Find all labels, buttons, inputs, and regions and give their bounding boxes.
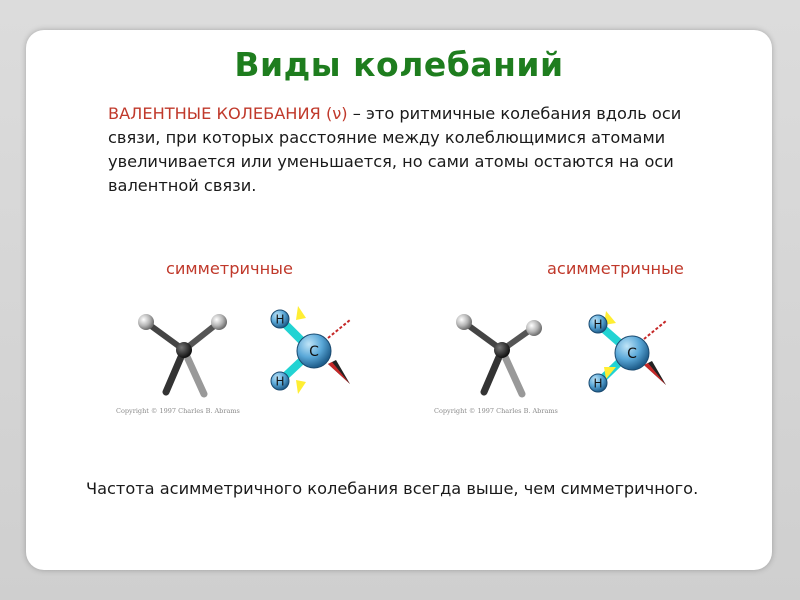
symmetric-vibration-diagram (258, 300, 368, 400)
copyright-asymmetric: Copyright © 1997 Charles B. Abrams (434, 407, 558, 415)
c-atom-ball (176, 342, 192, 358)
h-atom-ball (526, 320, 542, 336)
displacement-arrow (296, 380, 306, 394)
c-atom-label: C (309, 344, 319, 360)
copyright-symmetric: Copyright © 1997 Charles B. Abrams (116, 407, 240, 415)
dashed-bond (328, 320, 350, 338)
asymmetric-vibration-diagram (574, 305, 684, 405)
asymmetric-3d-model (446, 308, 556, 398)
h-atom-label: H (593, 376, 603, 391)
c-atom-ball (494, 342, 510, 358)
definition-term: ВАЛЕНТНЫЕ КОЛЕБАНИЯ (ν) (108, 104, 348, 123)
asymmetric-label: асимметричные (547, 259, 684, 278)
h-atom-ball (211, 314, 227, 330)
definition-paragraph (108, 102, 728, 198)
symmetric-3d-model (128, 308, 238, 398)
h-atom-label: H (593, 317, 603, 332)
displacement-arrow (296, 306, 306, 320)
dashed-bond (644, 321, 666, 339)
symmetric-label: симметричные (166, 259, 293, 278)
conclusion-text: Частота асимметричного колебания всегда выше, чем симметричного. (86, 479, 699, 498)
displacement-arrow (604, 367, 616, 379)
h-atom-ball (138, 314, 154, 330)
h-atom-label: H (275, 374, 285, 389)
c-atom-label: C (627, 346, 637, 362)
h-atom-ball (456, 314, 472, 330)
slide-title: Виды колебаний (234, 45, 564, 84)
slide (26, 30, 772, 570)
h-atom-label: H (275, 312, 285, 327)
definition-text: – это ритмичные колебания вдоль оси связи, при которых расстояние между колеблющимися атомами увеличивается или уменьшается, но сами атомы остаются на оси валентной связи. (108, 104, 682, 195)
